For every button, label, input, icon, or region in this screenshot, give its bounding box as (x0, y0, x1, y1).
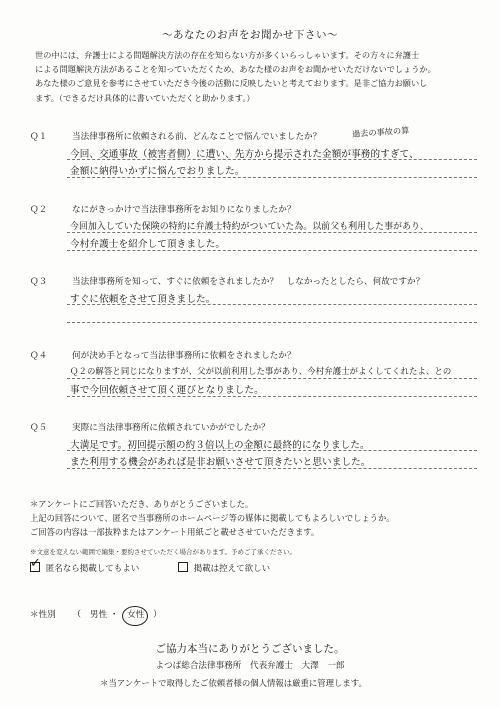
handwritten-answer: 事で今回依頼させて頂く運びとなりました。 (70, 385, 264, 396)
gender-paren: （ (72, 610, 82, 620)
thanks-line: ＊アンケートにご回答いただき、ありがとうございました。 (30, 499, 254, 509)
firm-signature: よつば総合法律事務所 代表弁護士 大澤 一郎 (155, 661, 345, 671)
consent-anonymous-option[interactable] (30, 556, 140, 574)
gender-female-label: 女性 (127, 610, 145, 620)
question-text: 何が決め手となって当法律事務所に依頼をされましたか？ (72, 351, 296, 361)
checkbox[interactable] (178, 562, 188, 572)
page-title: ～あなたのお声をお聞かせ下さい～ (162, 29, 338, 41)
handwritten-answer: 今村弁護士を紹介して頂きました。 (70, 239, 226, 250)
intro-line: ます。（できるだけ具体的に書いていただくと助かります。） (35, 92, 255, 103)
question-number: Ｑ１ (30, 132, 48, 142)
question-text: 当法律事務所を知って、すぐに依頼をされましたか？ しなかったとしたら、何故ですか？ (72, 277, 425, 287)
thanks-line: 上記の回答について、匿名で当事務所のホームページ等の媒体に掲載してもよろしいでしょうか。 (30, 513, 395, 523)
question-number: Ｑ３ (30, 277, 48, 287)
consent-anonymous-label: 匿名なら掲載してもよい (45, 564, 140, 574)
handwritten-answer: Ｑ２の解答と同じになりますが、父が以前利用した事があり、今村弁護士がよくしてくれたよ、との (70, 366, 452, 376)
question-3 (30, 275, 470, 305)
thanks-line: ご回答の内容は一部抜粋またはアンケート用紙ごと載せさせていただきます。 (30, 527, 320, 537)
question-number: Ｑ５ (30, 423, 48, 433)
intro-line: による問題解決方法があることを知っていただくため、あなた様のお声をお聞かせいただけないでしょうか。 (35, 64, 436, 75)
gender-male[interactable]: 男性 (89, 610, 108, 620)
edit-note: ※文意を変えない範囲で編集・要約させていただく場合があります。予めご了承ください。 (30, 548, 296, 556)
handwritten-note: 過去の事故の算 (351, 125, 410, 139)
privacy-note: ＊当アンケートで取得したご依頼者様の個人情報は厳重に管理します。 (100, 678, 367, 688)
handwritten-answer: 今回加入していた保険の特約に弁護士特約がついていた為。以前父も利用した事があり、 (70, 222, 429, 232)
intro-line: 世の中には、弁護士による問題解決方法の存在を知らない方が多くいらっしゃいます。その方々に弁護士 (35, 50, 420, 60)
intro-text (35, 48, 470, 105)
consent-options (30, 556, 271, 574)
handwritten-answer: 今回、交通事故（被害者側）に遭い、先方から提示された金額が事務的すぎて、 (70, 149, 419, 160)
question-number: Ｑ２ (30, 205, 48, 215)
gender-female[interactable] (127, 610, 147, 620)
question-text: 実際に当法律事務所に依頼されていかがでしたか？ (72, 423, 270, 433)
thanks-text (30, 497, 395, 539)
question-5 (30, 421, 470, 468)
intro-line: あなた様のご意見を参考にさせていただき今後の活動に反映したいと考えております。是非ご協力お願いし (35, 78, 428, 89)
selection-circle-icon (122, 606, 148, 626)
question-text: 当法律事務所に依頼される前、どんなことで悩んでいましたか？ (72, 132, 322, 142)
closing-text: ご協力本当にありがとうございました。 (155, 643, 345, 655)
checkmark-icon: ✓ (30, 556, 41, 571)
gender-separator: ・ (109, 610, 119, 620)
handwritten-answer: 大満足です。初回提示額の約３倍以上の金額に最終的になりました。 (70, 440, 370, 451)
consent-decline-option[interactable] (178, 562, 270, 574)
gender-row (30, 608, 162, 620)
gender-paren: ） (153, 610, 162, 620)
handwritten-answer: 金額に納得いかずに悩んでおりました。 (70, 166, 245, 177)
question-4 (30, 349, 470, 396)
consent-decline-label: 掲載は控えて欲しい (193, 564, 271, 574)
handwritten-answer: また利用する機会があれば是非お願いさせて頂きたいと思いました。 (70, 457, 371, 468)
question-text: なにがきっかけで当法律事務所をお知りになりましたか？ (72, 205, 296, 215)
question-2 (30, 203, 470, 250)
handwritten-answer: すぐに依頼をさせて頂きました。 (70, 294, 216, 305)
question-number: Ｑ４ (30, 351, 48, 361)
gender-label: ＊性別 (30, 610, 56, 620)
